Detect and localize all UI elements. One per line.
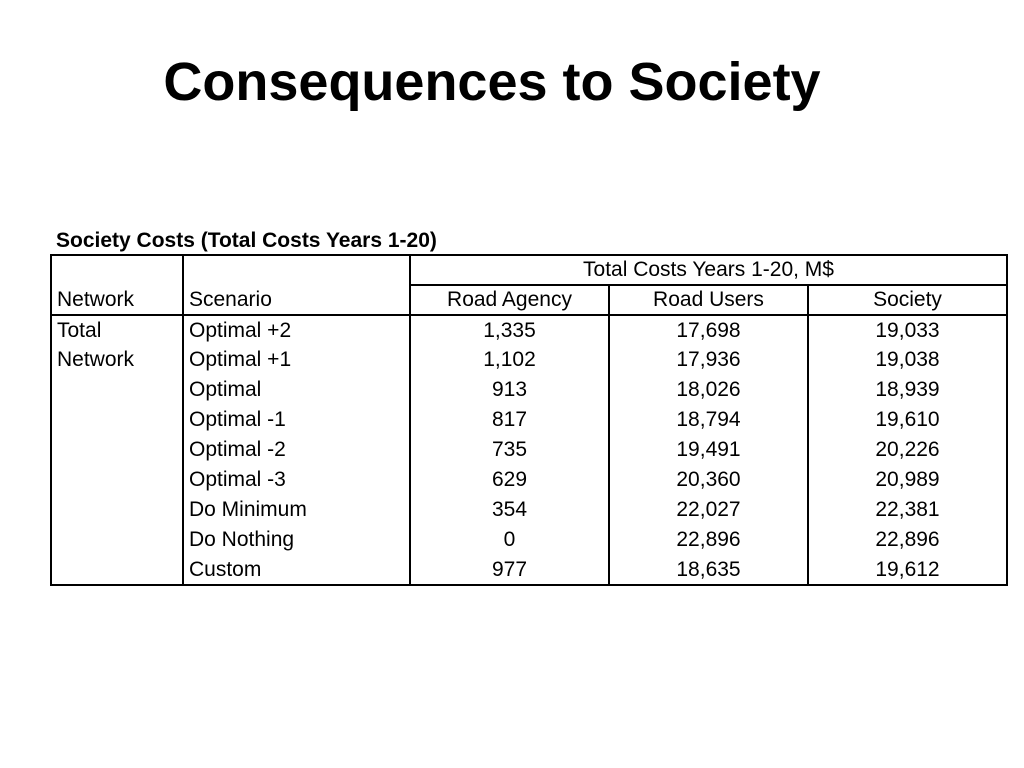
road-agency-cell: 735 xyxy=(410,435,609,465)
column-header-scenario: Scenario xyxy=(183,285,410,315)
table-caption: Society Costs (Total Costs Years 1-20) xyxy=(56,229,437,252)
network-empty-cell xyxy=(51,375,183,405)
road-agency-cell: 913 xyxy=(410,375,609,405)
network-empty-cell xyxy=(51,405,183,435)
road-users-cell: 19,491 xyxy=(609,435,808,465)
society-cell: 19,610 xyxy=(808,405,1007,435)
column-header-network: Network xyxy=(51,285,183,315)
society-cell: 22,896 xyxy=(808,525,1007,555)
road-users-cell: 17,936 xyxy=(609,345,808,375)
road-users-cell: 22,896 xyxy=(609,525,808,555)
scenario-cell: Custom xyxy=(183,555,410,585)
header-row-group xyxy=(51,255,1007,285)
society-cell: 22,381 xyxy=(808,495,1007,525)
road-agency-cell: 354 xyxy=(410,495,609,525)
society-cell: 19,038 xyxy=(808,345,1007,375)
road-agency-cell: 977 xyxy=(410,555,609,585)
network-label-line: Network xyxy=(51,345,183,375)
header-empty-cell xyxy=(51,255,183,285)
society-cell: 19,612 xyxy=(808,555,1007,585)
society-cell: 20,989 xyxy=(808,465,1007,495)
table-row xyxy=(51,465,1007,495)
table-row xyxy=(51,435,1007,465)
slide-title: Consequences to Society xyxy=(163,52,821,112)
network-empty-cell xyxy=(51,525,183,555)
society-costs-table xyxy=(50,254,1008,586)
network-label-line: Total xyxy=(51,315,183,345)
header-empty-cell xyxy=(183,255,410,285)
road-users-cell: 17,698 xyxy=(609,315,808,345)
table-row xyxy=(51,375,1007,405)
table-row xyxy=(51,345,1007,375)
road-users-cell: 18,026 xyxy=(609,375,808,405)
column-header-society: Society xyxy=(808,285,1007,315)
road-users-cell: 18,794 xyxy=(609,405,808,435)
table-row xyxy=(51,495,1007,525)
scenario-cell: Optimal +1 xyxy=(183,345,410,375)
road-users-cell: 20,360 xyxy=(609,465,808,495)
road-agency-cell: 817 xyxy=(410,405,609,435)
column-header-road-agency: Road Agency xyxy=(410,285,609,315)
column-header-road-users: Road Users xyxy=(609,285,808,315)
road-agency-cell: 629 xyxy=(410,465,609,495)
header-row-columns xyxy=(51,285,1007,315)
scenario-cell: Optimal -2 xyxy=(183,435,410,465)
road-agency-cell: 1,335 xyxy=(410,315,609,345)
road-agency-cell: 0 xyxy=(410,525,609,555)
scenario-cell: Optimal -1 xyxy=(183,405,410,435)
road-users-cell: 18,635 xyxy=(609,555,808,585)
scenario-cell: Optimal +2 xyxy=(183,315,410,345)
network-empty-cell xyxy=(51,435,183,465)
road-agency-cell: 1,102 xyxy=(410,345,609,375)
society-cell: 19,033 xyxy=(808,315,1007,345)
table-row xyxy=(51,315,1007,345)
network-empty-cell xyxy=(51,465,183,495)
scenario-cell: Optimal xyxy=(183,375,410,405)
society-cell: 18,939 xyxy=(808,375,1007,405)
table-row xyxy=(51,405,1007,435)
scenario-cell: Do Nothing xyxy=(183,525,410,555)
scenario-cell: Do Minimum xyxy=(183,495,410,525)
scenario-cell: Optimal -3 xyxy=(183,465,410,495)
network-empty-cell xyxy=(51,495,183,525)
society-cell: 20,226 xyxy=(808,435,1007,465)
road-users-cell: 22,027 xyxy=(609,495,808,525)
network-empty-cell xyxy=(51,555,183,585)
group-header: Total Costs Years 1-20, M$ xyxy=(410,255,1007,285)
table-row xyxy=(51,555,1007,585)
table-row xyxy=(51,525,1007,555)
